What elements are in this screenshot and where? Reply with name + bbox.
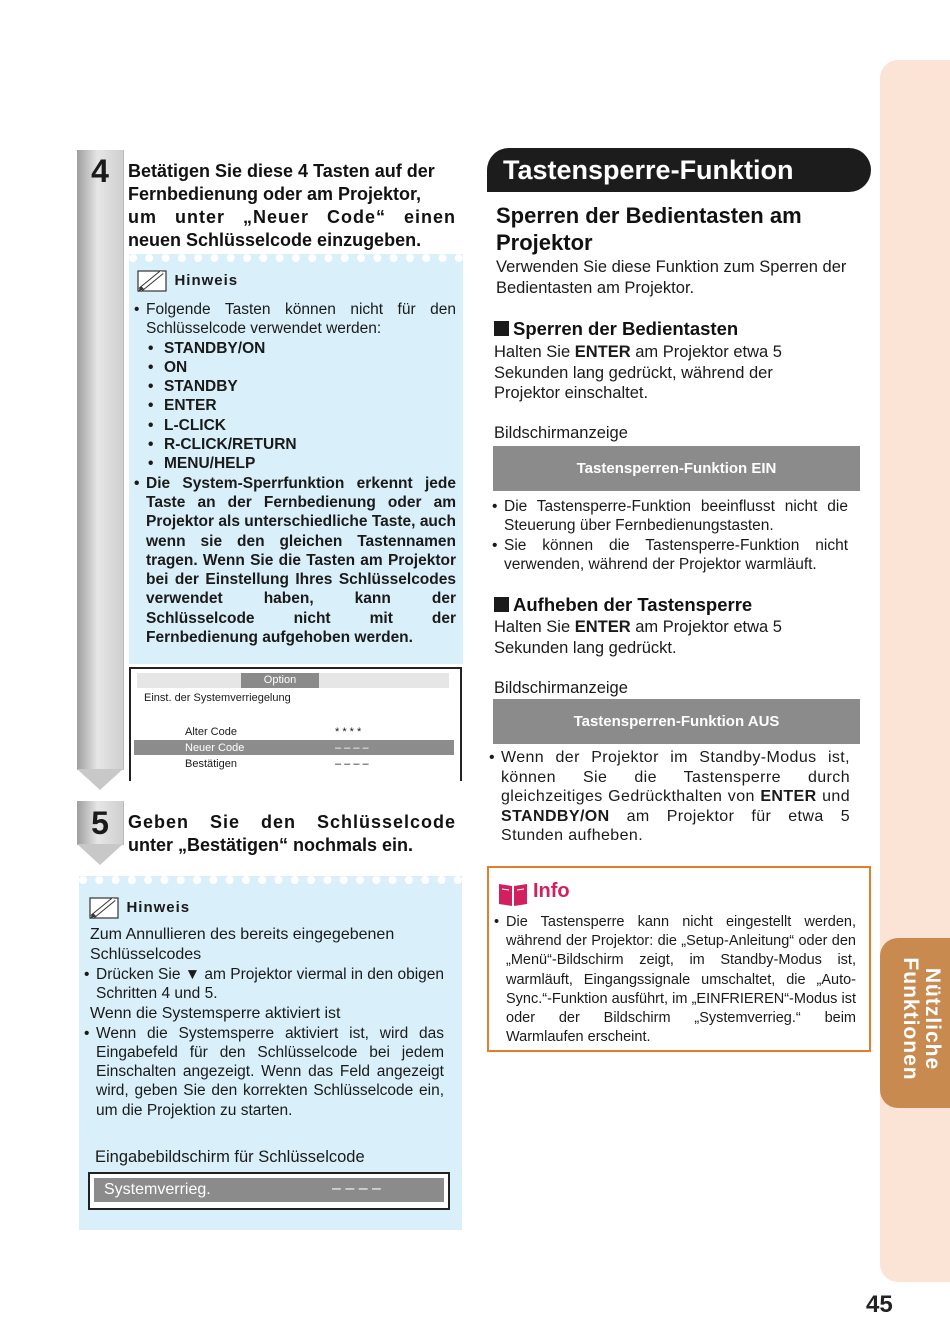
note-heading: Hinweis [134, 268, 238, 294]
list-item: • L-CLICK [148, 416, 456, 435]
step-4-ribbon-tip [77, 769, 124, 791]
section-header: Tastensperre-Funktion [487, 148, 871, 192]
info-title: Info [533, 880, 570, 902]
passcode-label: Systemverrieg. [104, 1181, 211, 1198]
lock-off-display: Tastensperren-Funktion AUS [493, 699, 860, 744]
step-4-ribbon [77, 150, 124, 770]
screen-caption-off: Bildschirmanzeige [494, 679, 628, 697]
system-lock-menu [129, 667, 462, 781]
square-bullet-icon [494, 321, 509, 336]
list-item: • ON [148, 358, 456, 377]
tab-option[interactable]: Option [241, 673, 319, 688]
note-heading: Hinweis [86, 895, 190, 921]
info-box [487, 866, 871, 1052]
unlock-heading: Aufheben der Tastensperre [494, 594, 752, 616]
step-5-note-body: Zum Annullieren des bereits eingegebenen Schlüsselcodes • Drücken Sie ▼ am Projektor viermal in den obigen Schritten 4 und 5. Wenn die Systemsperre aktiviert ist • Wenn die Systemsperre aktiviert ist, wird das Eingabefeld für den Schlüsselcode bei jedem Einschalten angezeigt. Wenn das Feld angezeigt wird, geben Sie den korrekten Schlüsselcode ein, um die Projektion zu starten. [84, 925, 444, 1120]
standby-note: • Wenn der Projektor im Standby-Modus ist, können Sie die Tastensperre durch gleichzeitiges Gedrückthalten von ENTER und STANDBY/ON am Projektor für etwa 5 Stunden aufheben. [489, 748, 850, 846]
list-item: • Sie können die Tastensperre-Funktion nicht verwenden, während der Projektor warmläuft. [492, 536, 848, 575]
step-5-ribbon-tip [77, 844, 124, 866]
passcode-bar [94, 1178, 444, 1202]
menu-row-new-code[interactable]: Neuer Code – – – – [185, 742, 369, 754]
screen-caption-on: Bildschirmanzeige [494, 424, 628, 442]
screen-caption: Eingabebildschirm für Schlüsselcode [95, 1148, 365, 1166]
list-item: • STANDBY/ON [148, 339, 456, 358]
lock-on-display: Tastensperren-Funktion EIN [493, 446, 860, 491]
menu-heading: Einst. der Systemverriegelung [144, 692, 291, 704]
list-item: • ENTER [148, 396, 456, 415]
menu-tab-bar [137, 673, 449, 688]
section-intro: Verwenden Sie diese Funktion zum Sperren der Bedientasten am Projektor. [496, 258, 847, 297]
square-bullet-icon [494, 597, 509, 612]
step-4-instruction: Betätigen Sie diese 4 Tasten auf der Fernbedienung oder am Projektor, um unter „Neuer Code“ einen neuen Schlüsselcode einzugeben. [128, 161, 456, 250]
list-item: • Die Tastensperre-Funktion beeinflusst nicht die Steuerung über Fernbedienungstasten. [492, 497, 848, 536]
unlock-instruction: Halten Sie ENTER am Projektor etwa 5 Sekunden lang gedrückt. [494, 618, 782, 657]
lock-notes [492, 497, 848, 574]
list-item: • STANDBY [148, 377, 456, 396]
pencil-icon [134, 268, 170, 294]
step-4-number: 4 [91, 153, 109, 189]
book-icon [497, 880, 529, 908]
section-subtitle: Sperren der Bedientasten am Projektor [496, 203, 802, 255]
menu-row-old-code[interactable]: Alter Code * * * * [185, 726, 362, 738]
page-number: 45 [866, 1291, 893, 1318]
info-body: • Die Tastensperre kann nicht eingestellt werden, während der Projektor: die „Setup-Anleitung“ oder den „Menü“-Bildschirm zeigt, im Standby-Modus ist, warmläuft, Eingangssignale umschaltet, die „Auto-Sync.“-Funktion ausführt, im „EINFRIEREN“-Modus ist oder der Bildschirm „Systemverrieg.“ beim Warmlaufen erscheint. [494, 913, 856, 1047]
list-item: • MENU/HELP [148, 454, 456, 473]
chapter-tab-label: Nützliche Funktionen [899, 957, 944, 1081]
passcode-field[interactable]: – – – – [332, 1180, 381, 1197]
menu-row-confirm[interactable]: Bestätigen – – – – [185, 758, 369, 770]
step-5-instruction: Geben Sie den Schlüsselcode unter „Bestätigen“ nochmals ein. [128, 812, 456, 855]
step-4-note-body: • Folgende Tasten können nicht für den Schlüsselcode verwendet werden: • STANDBY/ON • ON • STANDBY • ENTER • L-CLICK • R-CLICK/RETURN • MENU/HELP • Die System-Sperrfunktion erkennt jede Taste an der Fernbedienung oder am Projektor als unterschiedliche Taste, auch wenn sie den gleichen Tastennamen tragen. Wenn Sie die Tasten am Projektor bei der Einstellung Ihres Schlüsselcodes verwendet haben, kann der Schlüsselcode nicht mit der Fernbedienung aufgehoben werden. [134, 300, 456, 647]
pencil-icon [86, 895, 122, 921]
passcode-screen [88, 1172, 450, 1210]
excluded-keys-list [148, 339, 456, 474]
step-5-number: 5 [91, 805, 109, 841]
lock-instruction: Halten Sie ENTER am Projektor etwa 5 Sekunden lang gedrückt, während der Projektor einschaltet. [494, 343, 782, 402]
list-item: • R-CLICK/RETURN [148, 435, 456, 454]
lock-heading: Sperren der Bedientasten [494, 318, 738, 340]
